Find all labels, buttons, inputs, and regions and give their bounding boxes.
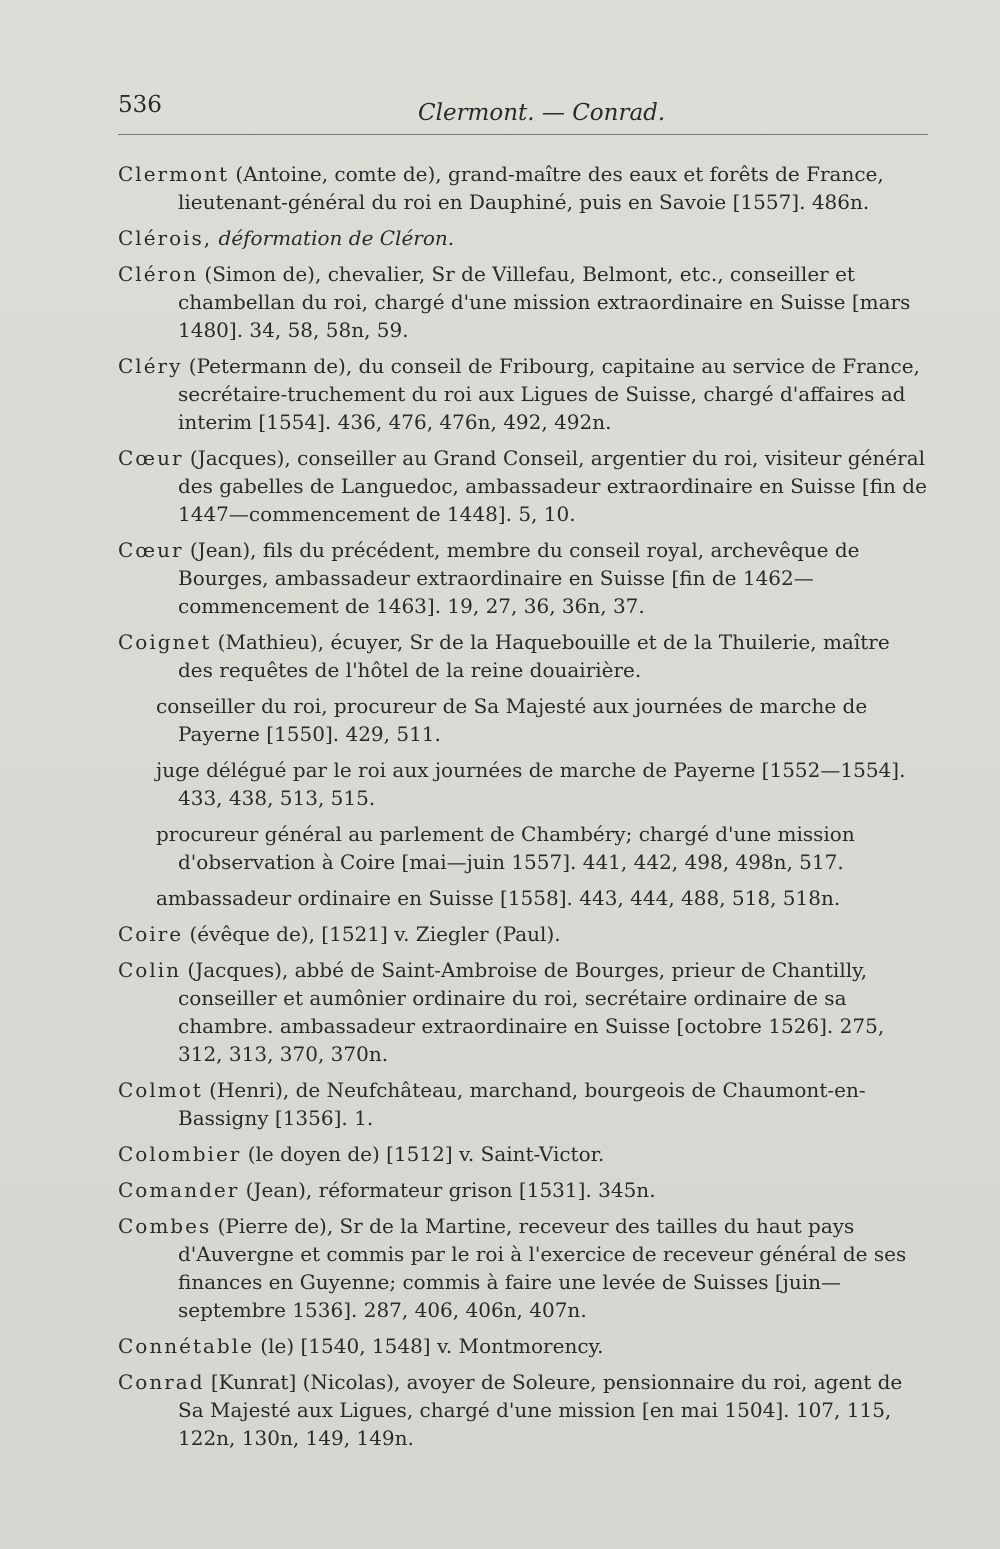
index-subentry: procureur général au parlement de Chambéry; chargé d'une mission d'observation à Coire [mai—juin 1557]. 441, 442, 498, 498n, 517.	[156, 822, 855, 874]
entry-headword: Colmot	[118, 1078, 203, 1102]
entry-headword: Cœur	[118, 538, 184, 562]
entry-text: (Jacques), conseiller au Grand Conseil, argentier du roi, visiteur général des gabelles de Languedoc, ambassadeur extraordinaire en Suisse [fin de 1447—commencement de 1448]. 5, 10.	[178, 446, 927, 526]
index-subentry: ambassadeur ordinaire en Suisse [1558]. 443, 444, 488, 518, 518n.	[156, 886, 841, 910]
entry-headword: Conrad	[118, 1370, 205, 1394]
entry-text: (Jacques), abbé de Saint-Ambroise de Bourges, prieur de Chantilly, conseiller et aumônier ordinaire du roi, secrétaire ordinaire de sa chambre. ambassadeur extraordinaire en Suisse [octobre 1526]. 275, 312, 313, 370, 370n.	[178, 958, 885, 1066]
index-entry	[118, 1332, 928, 1360]
page-number: 536	[118, 92, 162, 118]
entry-text: (Petermann de), du conseil de Fribourg, capitaine au service de France, secrétaire-truchement du roi aux Ligues de Suisse, chargé d'affaires ad interim [1554]. 436, 476, 476n, 492, 492n.	[178, 354, 920, 434]
entry-headword: Coire	[118, 922, 184, 946]
entry-text: (Henri), de Neufchâteau, marchand, bourgeois de Chaumont-en-Bassigny [1356]. 1.	[178, 1078, 866, 1130]
index-entry	[118, 260, 928, 344]
index-entry	[118, 1140, 928, 1168]
index-subentry: juge délégué par le roi aux journées de marche de Payerne [1552—1554]. 433, 438, 513, 515.	[156, 758, 906, 810]
entry-text: (Simon de), chevalier, Sr de Villefau, Belmont, etc., conseiller et chambellan du roi, chargé d'une mission extraordinaire en Suisse [mars 1480]. 34, 58, 58n, 59.	[178, 262, 911, 342]
entry-text: [Kunrat] (Nicolas), avoyer de Soleure, pensionnaire du roi, agent de Sa Majesté aux Ligues, chargé d'une mission [en mai 1504]. 107, 115, 122n, 130n, 149, 149n.	[178, 1370, 903, 1450]
running-head: Clermont. — Conrad.	[418, 100, 666, 126]
index-entry	[118, 920, 928, 948]
index-entry	[118, 352, 928, 436]
entry-text: (évêque de), [1521] v. Ziegler (Paul).	[189, 922, 561, 946]
entry-text: (le) [1540, 1548] v. Montmorency.	[260, 1334, 604, 1358]
entry-headword: Cléron	[118, 262, 199, 286]
entry-headword: Colin	[118, 958, 182, 982]
entry-text: (Pierre de), Sr de la Martine, receveur des tailles du haut pays d'Auvergne et commis par le roi à l'exercice de receveur général de ses finances en Guyenne; commis à faire une levée de Suisses [juin—septembre 1536]. 287, 406, 406n, 407n.	[178, 1214, 907, 1322]
entry-headword: Cléry	[118, 354, 183, 378]
index-entry	[118, 224, 928, 252]
entry-text: déformation de Cléron.	[218, 226, 455, 250]
index-entry	[118, 1212, 928, 1324]
index-entry	[118, 1076, 928, 1132]
index-entry	[118, 160, 928, 216]
page-header	[118, 92, 922, 132]
index-entry	[118, 628, 928, 684]
entry-text: (Mathieu), écuyer, Sr de la Haquebouille et de la Thuilerie, maître des requêtes de l'hôtel de la reine douairière.	[178, 630, 890, 682]
entry-headword: Clermont	[118, 162, 230, 186]
entry-text: (Antoine, comte de), grand-maître des eaux et forêts de France, lieutenant-général du roi en Dauphiné, puis en Savoie [1557]. 486n.	[178, 162, 884, 214]
entry-text: (Jean), réformateur grison [1531]. 345n.	[245, 1178, 656, 1202]
index-entry	[118, 536, 928, 620]
entry-text: (Jean), fils du précédent, membre du conseil royal, archevêque de Bourges, ambassadeur extraordinaire en Suisse [fin de 1462—commencement de 1463]. 19, 27, 36, 36n, 37.	[178, 538, 860, 618]
index-entry	[118, 444, 928, 528]
index-subentry: conseiller du roi, procureur de Sa Majesté aux journées de marche de Payerne [1550]. 429, 511.	[156, 694, 868, 746]
entry-headword: Comander	[118, 1178, 240, 1202]
entry-headword: Coignet	[118, 630, 212, 654]
entry-text: (le doyen de) [1512] v. Saint-Victor.	[247, 1142, 605, 1166]
index-entry	[118, 956, 928, 1068]
index-entry	[118, 1176, 928, 1204]
header-rule	[118, 134, 928, 135]
entry-headword: Combes	[118, 1214, 212, 1238]
index-entry	[118, 1368, 928, 1452]
entry-headword: Cœur	[118, 446, 184, 470]
entry-headword: Colombier	[118, 1142, 242, 1166]
entry-headword: Connétable	[118, 1334, 254, 1358]
index-entries	[118, 160, 928, 1460]
entry-headword: Clérois,	[118, 226, 213, 250]
